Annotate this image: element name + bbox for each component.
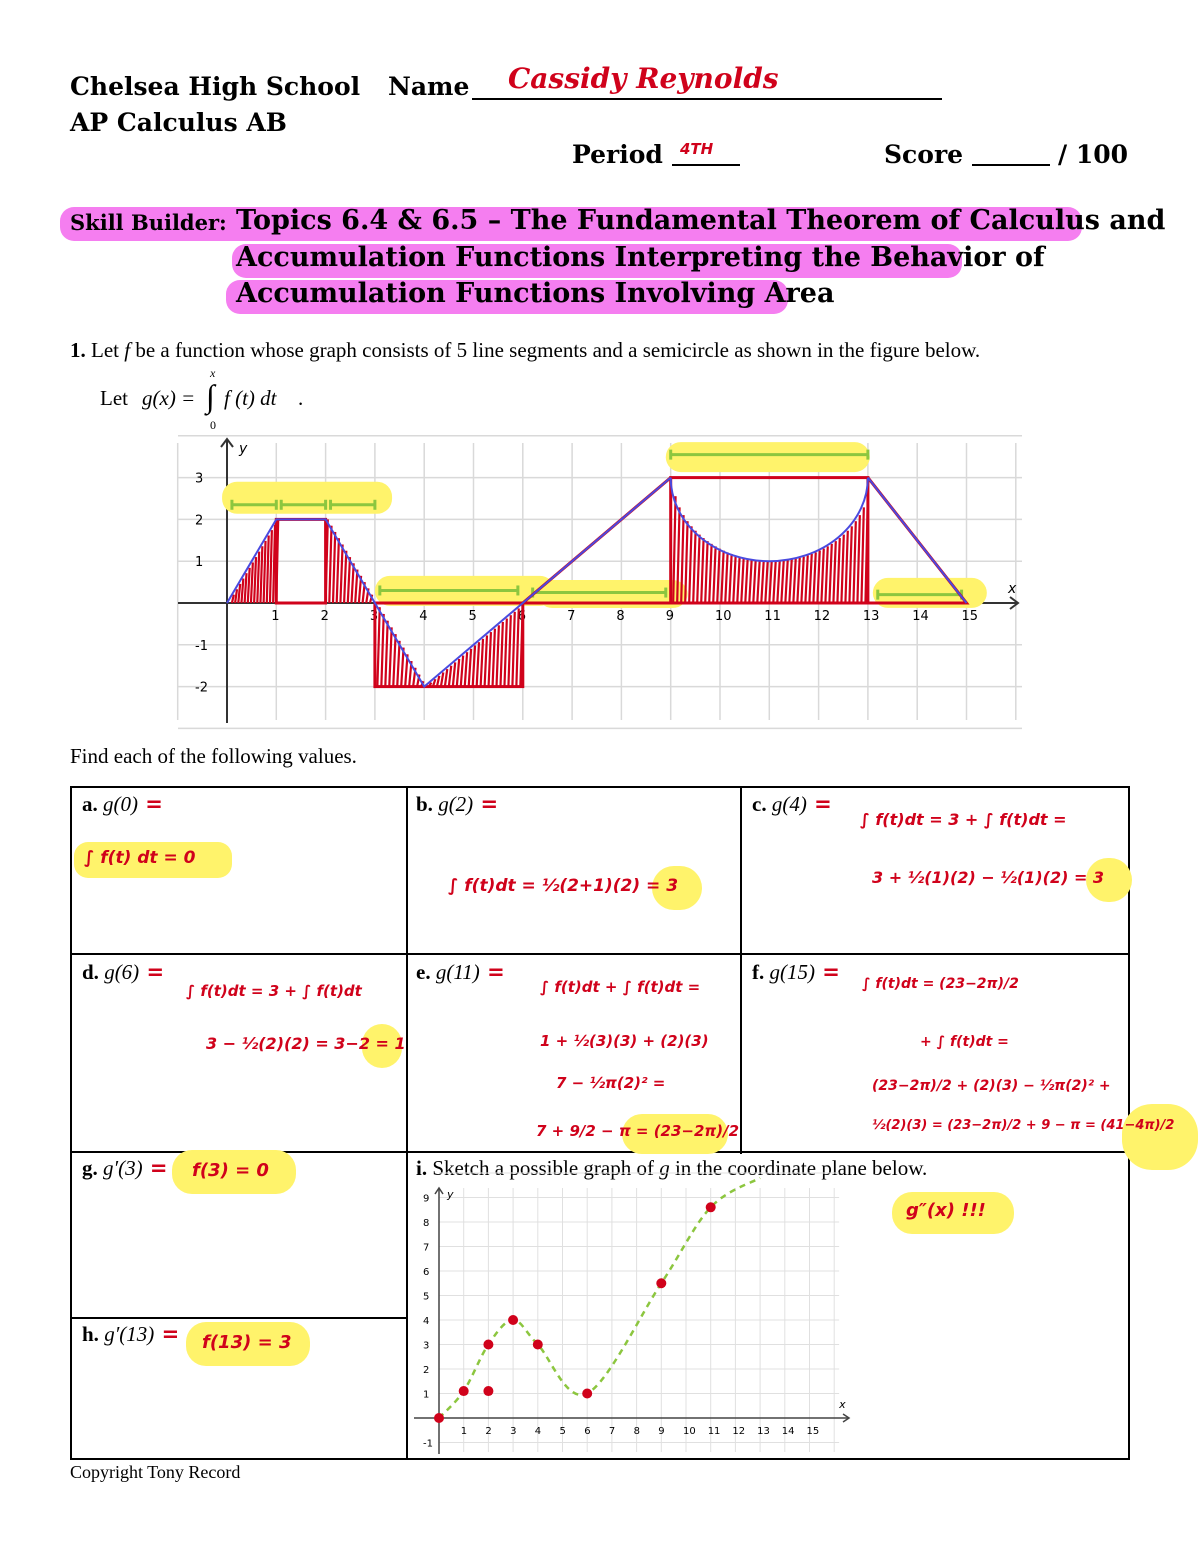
x-tick-label: 4 [419,609,428,624]
x-axis-label: x [1008,581,1017,597]
y-tick-label: 3 [423,1340,430,1352]
instructions: Find each of the following values. [70,744,357,768]
x-tick-label: 6 [584,1426,591,1437]
x-tick-label: 13 [757,1426,770,1437]
y-tick-label: 2 [423,1365,430,1376]
integral-sign: ∫ [206,378,215,414]
x-tick-label: 11 [707,1426,721,1437]
y-tick-label: 6 [423,1267,430,1278]
x-tick-label: 8 [616,609,625,624]
cell-f-work-3: (23−2π)/2 + (2)(3) − ½π(2)² + [872,1078,1111,1094]
g-point [483,1340,493,1350]
g-of-x: g(x) = [142,386,196,410]
period-label: Period [572,140,663,169]
g-point [508,1315,518,1325]
cell-b-label: b. g(2) = [416,792,499,816]
y-tick-label: 2 [195,513,204,529]
title-prefix: Skill Builder: [70,210,227,235]
cell-f-label: f. g(15) = [752,960,840,984]
cell-h-work: f(13) = 3 [202,1332,292,1353]
x-tick-label: 9 [658,1426,665,1437]
x-tick-label: 5 [559,1426,566,1437]
cell-h-label: h. g′(13) = [82,1322,180,1346]
cell-e-work-3: 7 − ½π(2)² = [556,1074,666,1092]
g-point [533,1340,543,1350]
x-tick-label: 4 [534,1426,542,1437]
cell-b-work: ∫ f(t)dt = ½(2+1)(2) = 3 [448,876,679,896]
problem-number: 1. [70,338,86,362]
cell-c-label: c. g(4) = [752,792,832,816]
y-tick-label: -1 [423,1438,433,1450]
table-divider-h3 [70,1317,408,1319]
g-point [656,1278,666,1288]
score-label: Score [884,140,964,169]
cell-a-label: a. g(0) = [82,792,163,816]
g-point [434,1413,444,1423]
cell-e-work-4: 7 + 9/2 − π = (23−2π)/2 [536,1122,740,1140]
score-total: / 100 [1058,140,1129,169]
school-name: Chelsea High School [70,72,361,101]
y-tick-label: 9 [423,1193,430,1205]
x-tick-label: 7 [608,1426,616,1437]
cell-g-label: g. g′(3) = [82,1156,168,1180]
cell-e-work-2: 1 + ½(3)(3) + (2)(3) [540,1032,709,1050]
y-axis-label: y [239,441,248,457]
cell-d-work-2: 3 − ½(2)(2) = 3−2 = 1 [206,1034,406,1053]
y-tick-label: 8 [423,1218,430,1229]
copyright: Copyright Tony Record [70,1462,241,1482]
g-point [706,1202,716,1212]
x-tick-label: 2 [320,609,329,624]
period-line [672,164,740,166]
cell-c-work-1: ∫ f(t)dt = 3 + ∫ f(t)dt = [860,810,1067,829]
y-axis-label: y [447,1188,454,1201]
title-line-2: Accumulation Functions Interpreting the Behavior of [236,242,1045,273]
course-name: AP Calculus AB [70,108,287,137]
cell-e-label: e. g(11) = [416,960,505,984]
cell-c-work-2: 3 + ½(1)(2) − ½(1)(2) = 3 [872,868,1105,887]
x-tick-label: 3 [369,609,379,624]
cell-d-label: d. g(6) = [82,960,165,984]
x-tick-label: 8 [633,1426,640,1437]
cell-a-work: ∫ f(t) dt = 0 [84,848,196,868]
table-divider-v2 [740,786,742,1154]
name-label: Name [388,72,470,101]
y-tick-label: 7 [423,1242,430,1254]
x-tick-label: 10 [715,609,732,624]
integrand: f (t) dt [224,386,277,410]
problem-f: f [124,338,131,362]
problem-text-b: be a function whose graph consists of 5 line segments and a semicircle as shown in the figure below. [135,338,981,362]
x-tick-label: 3 [510,1426,517,1437]
cell-i-note: g″(x) !!! [906,1200,986,1221]
x-tick-label: 7 [567,609,576,624]
g-point [582,1389,592,1399]
g-sketch-curve [439,1178,760,1418]
cell-f-work-1: ∫ f(t)dt = (23−2π)/2 [862,976,1019,992]
cell-g-work: f(3) = 0 [192,1160,269,1181]
x-axis-label: x [839,1398,846,1411]
x-tick-label: 14 [781,1426,795,1437]
f-graph [170,435,1030,725]
cell-e-work-1: ∫ f(t)dt + ∫ f(t)dt = [540,978,701,996]
student-name: Cassidy Reynolds [508,62,779,95]
cell-d-work-1: ∫ f(t)dt = 3 + ∫ f(t)dt [186,982,362,1000]
shaded-region-9-13 [673,496,868,603]
cell-f-work-4: ½(2)(3) = (23−2π)/2 + 9 − π = (41−4π)/2 [872,1118,1175,1133]
y-tick-label: -1 [195,638,208,654]
g-sketch-graph [410,1184,846,1456]
title-line-1: Topics 6.4 & 6.5 – The Fundamental Theorem of Calculus and [236,205,1166,236]
x-tick-label: 12 [813,609,831,624]
x-tick-label: 11 [764,609,781,624]
x-tick-label: 6 [517,609,527,624]
y-tick-label: 1 [423,1389,430,1401]
x-tick-label: 1 [271,609,280,624]
y-tick-label: -2 [195,680,208,696]
annotation-highlight [222,482,392,514]
table-divider-h1 [70,953,1130,955]
score-line [972,164,1050,166]
name-line [472,98,942,100]
period-value: 4TH [680,140,714,158]
table-divider-v1 [406,786,408,1460]
x-tick-label: 10 [683,1426,696,1437]
y-tick-label: 5 [423,1291,430,1303]
cell-i-label: i. Sketch a possible graph of g in the coordinate plane below. [416,1156,928,1180]
annotation-highlight [666,442,870,472]
x-tick-label: 13 [862,609,880,624]
let-label: Let [100,386,128,410]
x-tick-label: 1 [460,1426,468,1437]
y-tick-label: 1 [195,555,204,571]
cell-f-highlight [1122,1104,1198,1170]
y-tick-label: 4 [423,1316,430,1327]
g-point [483,1386,493,1396]
integral-upper: x [210,366,216,380]
cell-f-work-2: + ∫ f(t)dt = [920,1034,1009,1050]
x-tick-label: 15 [961,609,979,624]
x-tick-label: 12 [732,1426,746,1437]
problem-text-a: Let [91,338,119,362]
problem-text [70,338,980,363]
x-tick-label: 15 [806,1426,820,1437]
y-tick-label: 3 [195,471,204,487]
integral-period: . [298,386,304,410]
g-point [459,1386,469,1396]
title-line-3: Accumulation Functions Involving Area [236,278,835,309]
x-tick-label: 9 [665,609,674,624]
x-tick-label: 5 [468,609,477,624]
integral-lower: 0 [210,418,216,432]
x-tick-label: 14 [912,609,929,624]
x-tick-label: 2 [485,1426,492,1437]
